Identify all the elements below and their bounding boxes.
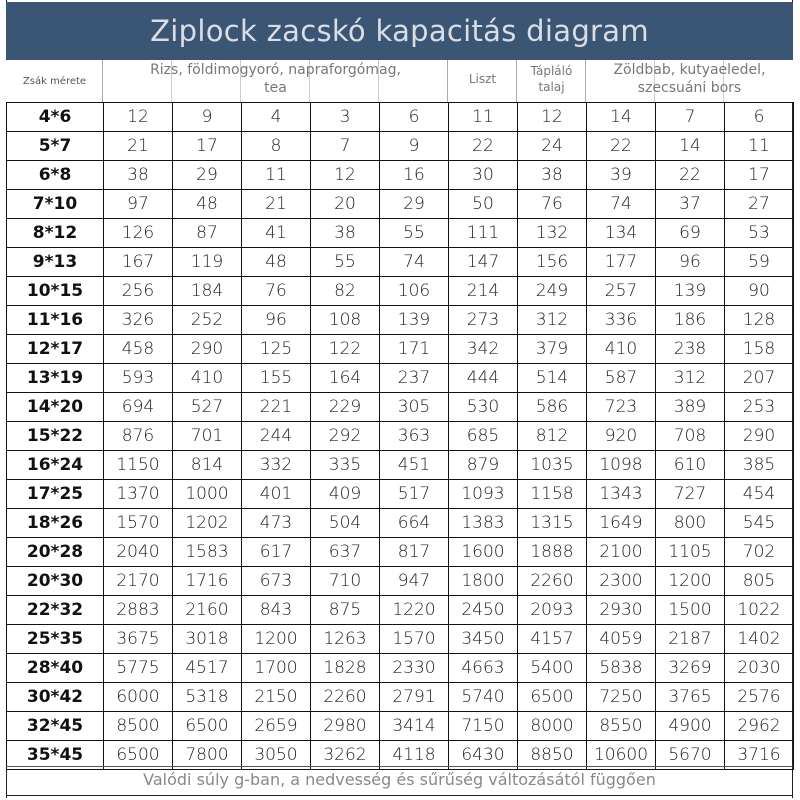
- capacity-cell: 2883: [104, 596, 173, 625]
- capacity-cell: 1583: [173, 538, 242, 567]
- capacity-cell: 97: [104, 190, 173, 219]
- capacity-cell: 7: [656, 103, 725, 132]
- capacity-cell: 5838: [587, 654, 656, 683]
- capacity-cell: 10600: [587, 741, 656, 770]
- capacity-cell: 2160: [173, 596, 242, 625]
- capacity-cell: 22: [656, 161, 725, 190]
- bag-size-cell: 8*12: [7, 219, 104, 248]
- capacity-cell: 587: [587, 364, 656, 393]
- table-row: [7, 683, 794, 712]
- capacity-cell: 158: [725, 335, 794, 364]
- capacity-cell: 1888: [518, 538, 587, 567]
- capacity-cell: 1158: [518, 480, 587, 509]
- bag-size-cell: 11*16: [7, 306, 104, 335]
- bag-size-cell: 30*42: [7, 683, 104, 712]
- capacity-cell: 6500: [104, 741, 173, 770]
- capacity-cell: 4059: [587, 625, 656, 654]
- capacity-cell: 41: [242, 219, 311, 248]
- capacity-cell: 1800: [449, 567, 518, 596]
- capacity-cell: 253: [725, 393, 794, 422]
- capacity-cell: 125: [242, 335, 311, 364]
- capacity-cell: 4517: [173, 654, 242, 683]
- capacity-cell: 14: [587, 103, 656, 132]
- capacity-cell: 12: [518, 103, 587, 132]
- capacity-cell: 257: [587, 277, 656, 306]
- header-size-label: Zsák mérete: [22, 76, 87, 87]
- table-row: [7, 480, 794, 509]
- capacity-cell: 90: [725, 277, 794, 306]
- capacity-cell: 76: [518, 190, 587, 219]
- capacity-cell: 139: [380, 306, 449, 335]
- page-title: [6, 2, 793, 60]
- capacity-cell: 119: [173, 248, 242, 277]
- header-flour-cell: [448, 60, 517, 102]
- capacity-cell: 3414: [380, 712, 449, 741]
- capacity-cell: 292: [311, 422, 380, 451]
- header-flour: Liszt: [468, 72, 497, 86]
- capacity-cell: 8: [242, 132, 311, 161]
- header-soil-line1: Tápláló: [530, 64, 573, 78]
- capacity-cell: 710: [311, 567, 380, 596]
- capacity-cell: 6000: [104, 683, 173, 712]
- capacity-cell: 610: [656, 451, 725, 480]
- capacity-cell: 410: [173, 364, 242, 393]
- capacity-cell: 701: [173, 422, 242, 451]
- capacity-cell: 238: [656, 335, 725, 364]
- capacity-cell: 50: [449, 190, 518, 219]
- capacity-cell: 2450: [449, 596, 518, 625]
- header-size-cell: [6, 60, 103, 102]
- capacity-cell: 1716: [173, 567, 242, 596]
- capacity-cell: 312: [518, 306, 587, 335]
- capacity-cell: 637: [311, 538, 380, 567]
- capacity-cell: 53: [725, 219, 794, 248]
- capacity-cell: 800: [656, 509, 725, 538]
- capacity-cell: 38: [104, 161, 173, 190]
- capacity-cell: 76: [242, 277, 311, 306]
- bag-size-cell: 32*45: [7, 712, 104, 741]
- capacity-cell: 2962: [725, 712, 794, 741]
- table-row: [7, 248, 794, 277]
- capacity-cell: 1500: [656, 596, 725, 625]
- capacity-cell: 1093: [449, 480, 518, 509]
- table-row: [7, 422, 794, 451]
- capacity-cell: 87: [173, 219, 242, 248]
- capacity-cell: 74: [380, 248, 449, 277]
- table-row: [7, 219, 794, 248]
- capacity-cell: 2093: [518, 596, 587, 625]
- header-soil-line2: talaj: [538, 80, 565, 94]
- capacity-cell: 82: [311, 277, 380, 306]
- table-row: [7, 132, 794, 161]
- capacity-cell: 7150: [449, 712, 518, 741]
- capacity-cell: 111: [449, 219, 518, 248]
- capacity-cell: 21: [242, 190, 311, 219]
- capacity-cell: 685: [449, 422, 518, 451]
- capacity-cell: 38: [518, 161, 587, 190]
- bag-size-cell: 20*28: [7, 538, 104, 567]
- bag-size-cell: 10*15: [7, 277, 104, 306]
- capacity-cell: 3675: [104, 625, 173, 654]
- capacity-cell: 3018: [173, 625, 242, 654]
- capacity-cell: 389: [656, 393, 725, 422]
- bag-size-cell: 9*13: [7, 248, 104, 277]
- capacity-cell: 410: [587, 335, 656, 364]
- table-row: [7, 596, 794, 625]
- table-row: [7, 654, 794, 683]
- capacity-cell: 702: [725, 538, 794, 567]
- capacity-cell: 7250: [587, 683, 656, 712]
- capacity-cell: 139: [656, 277, 725, 306]
- capacity-cell: 256: [104, 277, 173, 306]
- capacity-cell: 379: [518, 335, 587, 364]
- table-row: [7, 161, 794, 190]
- capacity-cell: 126: [104, 219, 173, 248]
- capacity-cell: 517: [380, 480, 449, 509]
- capacity-cell: 451: [380, 451, 449, 480]
- capacity-cell: 3: [311, 103, 380, 132]
- capacity-cell: 843: [242, 596, 311, 625]
- capacity-cell: 3050: [242, 741, 311, 770]
- capacity-cell: 385: [725, 451, 794, 480]
- capacity-cell: 527: [173, 393, 242, 422]
- capacity-cell: 147: [449, 248, 518, 277]
- capacity-cell: 167: [104, 248, 173, 277]
- capacity-cell: 59: [725, 248, 794, 277]
- capacity-cell: 244: [242, 422, 311, 451]
- bag-size-cell: 18*26: [7, 509, 104, 538]
- capacity-cell: 879: [449, 451, 518, 480]
- capacity-cell: 134: [587, 219, 656, 248]
- capacity-cell: 22: [587, 132, 656, 161]
- capacity-cell: 3262: [311, 741, 380, 770]
- capacity-cell: 2100: [587, 538, 656, 567]
- capacity-cell: 2040: [104, 538, 173, 567]
- capacity-cell: 2300: [587, 567, 656, 596]
- capacity-cell: 545: [725, 509, 794, 538]
- capacity-cell: 4: [242, 103, 311, 132]
- capacity-cell: 184: [173, 277, 242, 306]
- capacity-cell: 409: [311, 480, 380, 509]
- capacity-cell: 875: [311, 596, 380, 625]
- capacity-cell: 1105: [656, 538, 725, 567]
- bag-size-cell: 6*8: [7, 161, 104, 190]
- table-row: [7, 538, 794, 567]
- capacity-cell: 221: [242, 393, 311, 422]
- capacity-cell: 363: [380, 422, 449, 451]
- capacity-cell: 673: [242, 567, 311, 596]
- capacity-cell: 6500: [518, 683, 587, 712]
- bag-size-cell: 22*32: [7, 596, 104, 625]
- table-row: [7, 451, 794, 480]
- capacity-cell: 708: [656, 422, 725, 451]
- capacity-cell: 11: [242, 161, 311, 190]
- capacity-cell: 5318: [173, 683, 242, 712]
- capacity-cell: 5775: [104, 654, 173, 683]
- capacity-cell: 454: [725, 480, 794, 509]
- capacity-cell: 252: [173, 306, 242, 335]
- capacity-cell: 1263: [311, 625, 380, 654]
- capacity-cell: 1035: [518, 451, 587, 480]
- capacity-cell: 876: [104, 422, 173, 451]
- capacity-cell: 1383: [449, 509, 518, 538]
- capacity-cell: 3450: [449, 625, 518, 654]
- capacity-cell: 106: [380, 277, 449, 306]
- capacity-cell: 2150: [242, 683, 311, 712]
- capacity-cell: 8000: [518, 712, 587, 741]
- table-row: [7, 712, 794, 741]
- table-row: [7, 567, 794, 596]
- capacity-cell: 332: [242, 451, 311, 480]
- header-group1-line2: tea: [264, 80, 287, 96]
- capacity-cell: 1649: [587, 509, 656, 538]
- capacity-cell: 2187: [656, 625, 725, 654]
- bag-size-cell: 13*19: [7, 364, 104, 393]
- capacity-cell: 6: [380, 103, 449, 132]
- capacity-cell: 4157: [518, 625, 587, 654]
- bag-size-cell: 12*17: [7, 335, 104, 364]
- capacity-cell: 5740: [449, 683, 518, 712]
- capacity-cell: 156: [518, 248, 587, 277]
- table-row: [7, 393, 794, 422]
- capacity-cell: 39: [587, 161, 656, 190]
- footer-note: Valódi súly g-ban, a nedvesség és sűrűség változásától függően: [6, 766, 793, 796]
- capacity-cell: 805: [725, 567, 794, 596]
- capacity-cell: 593: [104, 364, 173, 393]
- capacity-cell: 3269: [656, 654, 725, 683]
- capacity-cell: 108: [311, 306, 380, 335]
- capacity-cell: 1022: [725, 596, 794, 625]
- table-row: [7, 306, 794, 335]
- table-row: [7, 625, 794, 654]
- capacity-cell: 8850: [518, 741, 587, 770]
- header-group1-line1: Rizs, földimogyoró, napraforgómag,: [150, 62, 401, 78]
- bag-size-cell: 25*35: [7, 625, 104, 654]
- capacity-cell: 2330: [380, 654, 449, 683]
- capacity-cell: 69: [656, 219, 725, 248]
- capacity-cell: 2030: [725, 654, 794, 683]
- capacity-cell: 21: [104, 132, 173, 161]
- capacity-cell: 504: [311, 509, 380, 538]
- capacity-cell: 96: [242, 306, 311, 335]
- capacity-cell: 1343: [587, 480, 656, 509]
- capacity-cell: 1200: [242, 625, 311, 654]
- capacity-cell: 586: [518, 393, 587, 422]
- capacity-cell: 2170: [104, 567, 173, 596]
- bag-size-cell: 20*30: [7, 567, 104, 596]
- capacity-cell: 132: [518, 219, 587, 248]
- bag-size-cell: 16*24: [7, 451, 104, 480]
- capacity-cell: 312: [656, 364, 725, 393]
- capacity-cell: 48: [173, 190, 242, 219]
- capacity-cell: 9: [173, 103, 242, 132]
- capacity-table: [6, 102, 794, 770]
- capacity-cell: 177: [587, 248, 656, 277]
- capacity-cell: 214: [449, 277, 518, 306]
- capacity-cell: 1402: [725, 625, 794, 654]
- capacity-cell: 17: [173, 132, 242, 161]
- bag-size-cell: 14*20: [7, 393, 104, 422]
- capacity-cell: 17: [725, 161, 794, 190]
- capacity-cell: 2576: [725, 683, 794, 712]
- capacity-cell: 473: [242, 509, 311, 538]
- capacity-cell: 812: [518, 422, 587, 451]
- capacity-cell: 530: [449, 393, 518, 422]
- capacity-cell: 164: [311, 364, 380, 393]
- bag-size-cell: 17*25: [7, 480, 104, 509]
- capacity-cell: 2980: [311, 712, 380, 741]
- capacity-cell: 20: [311, 190, 380, 219]
- capacity-cell: 694: [104, 393, 173, 422]
- capacity-cell: 7: [311, 132, 380, 161]
- title-text: Ziplock zacskó kapacitás diagram: [150, 14, 649, 48]
- capacity-cell: 11: [725, 132, 794, 161]
- capacity-cell: 29: [173, 161, 242, 190]
- bag-size-cell: 28*40: [7, 654, 104, 683]
- capacity-cell: 12: [311, 161, 380, 190]
- capacity-cell: 1370: [104, 480, 173, 509]
- bag-size-cell: 7*10: [7, 190, 104, 219]
- capacity-cell: 305: [380, 393, 449, 422]
- capacity-cell: 727: [656, 480, 725, 509]
- capacity-cell: 335: [311, 451, 380, 480]
- capacity-cell: 1315: [518, 509, 587, 538]
- capacity-cell: 2260: [311, 683, 380, 712]
- capacity-cell: 458: [104, 335, 173, 364]
- capacity-cell: 27: [725, 190, 794, 219]
- table-row: [7, 277, 794, 306]
- capacity-cell: 74: [587, 190, 656, 219]
- table-row: [7, 509, 794, 538]
- capacity-cell: 947: [380, 567, 449, 596]
- capacity-cell: 38: [311, 219, 380, 248]
- capacity-cell: 723: [587, 393, 656, 422]
- capacity-cell: 444: [449, 364, 518, 393]
- capacity-cell: 1700: [242, 654, 311, 683]
- capacity-cell: 30: [449, 161, 518, 190]
- capacity-cell: 3716: [725, 741, 794, 770]
- capacity-cell: 186: [656, 306, 725, 335]
- table-row: [7, 103, 794, 132]
- capacity-cell: 8550: [587, 712, 656, 741]
- capacity-cell: 920: [587, 422, 656, 451]
- capacity-cell: 2930: [587, 596, 656, 625]
- capacity-cell: 9: [380, 132, 449, 161]
- capacity-cell: 128: [725, 306, 794, 335]
- header-soil-cell: [517, 60, 586, 102]
- bag-size-cell: 35*45: [7, 741, 104, 770]
- capacity-cell: 29: [380, 190, 449, 219]
- capacity-cell: 1600: [449, 538, 518, 567]
- bag-size-cell: 5*7: [7, 132, 104, 161]
- capacity-cell: 2260: [518, 567, 587, 596]
- capacity-cell: 6500: [173, 712, 242, 741]
- capacity-cell: 3765: [656, 683, 725, 712]
- capacity-cell: 6430: [449, 741, 518, 770]
- table-header: [6, 60, 793, 103]
- capacity-cell: 617: [242, 538, 311, 567]
- capacity-cell: 8500: [104, 712, 173, 741]
- capacity-cell: 6: [725, 103, 794, 132]
- capacity-cell: 401: [242, 480, 311, 509]
- capacity-cell: 249: [518, 277, 587, 306]
- capacity-cell: 326: [104, 306, 173, 335]
- capacity-cell: 1828: [311, 654, 380, 683]
- capacity-cell: 342: [449, 335, 518, 364]
- capacity-cell: 155: [242, 364, 311, 393]
- capacity-cell: 1200: [656, 567, 725, 596]
- capacity-cell: 4663: [449, 654, 518, 683]
- capacity-cell: 37: [656, 190, 725, 219]
- capacity-cell: 664: [380, 509, 449, 538]
- capacity-cell: 273: [449, 306, 518, 335]
- capacity-cell: 22: [449, 132, 518, 161]
- capacity-cell: 514: [518, 364, 587, 393]
- capacity-cell: 207: [725, 364, 794, 393]
- capacity-cell: 5400: [518, 654, 587, 683]
- capacity-cell: 4900: [656, 712, 725, 741]
- capacity-cell: 55: [380, 219, 449, 248]
- header-group3-line2: szecsuáni bors: [637, 80, 742, 96]
- capacity-cell: 7800: [173, 741, 242, 770]
- capacity-cell: 1000: [173, 480, 242, 509]
- table-row: [7, 364, 794, 393]
- capacity-cell: 16: [380, 161, 449, 190]
- capacity-cell: 1202: [173, 509, 242, 538]
- table-row: [7, 335, 794, 364]
- capacity-cell: 1570: [380, 625, 449, 654]
- table-row: [7, 190, 794, 219]
- capacity-cell: 229: [311, 393, 380, 422]
- capacity-cell: 96: [656, 248, 725, 277]
- capacity-cell: 24: [518, 132, 587, 161]
- capacity-cell: 55: [311, 248, 380, 277]
- capacity-cell: 48: [242, 248, 311, 277]
- capacity-cell: 1150: [104, 451, 173, 480]
- capacity-cell: 2659: [242, 712, 311, 741]
- capacity-cell: 12: [104, 103, 173, 132]
- bag-size-cell: 4*6: [7, 103, 104, 132]
- capacity-cell: 290: [725, 422, 794, 451]
- capacity-cell: 237: [380, 364, 449, 393]
- capacity-cell: 122: [311, 335, 380, 364]
- capacity-cell: 1570: [104, 509, 173, 538]
- capacity-cell: 5670: [656, 741, 725, 770]
- capacity-cell: 11: [449, 103, 518, 132]
- header-group3-line1: Zöldbab, kutyaeledel,: [613, 62, 766, 78]
- capacity-cell: 171: [380, 335, 449, 364]
- capacity-cell: 2791: [380, 683, 449, 712]
- capacity-cell: 814: [173, 451, 242, 480]
- capacity-cell: 290: [173, 335, 242, 364]
- capacity-cell: 1220: [380, 596, 449, 625]
- bag-size-cell: 15*22: [7, 422, 104, 451]
- capacity-cell: 4118: [380, 741, 449, 770]
- capacity-cell: 817: [380, 538, 449, 567]
- capacity-cell: 1098: [587, 451, 656, 480]
- capacity-cell: 14: [656, 132, 725, 161]
- capacity-cell: 336: [587, 306, 656, 335]
